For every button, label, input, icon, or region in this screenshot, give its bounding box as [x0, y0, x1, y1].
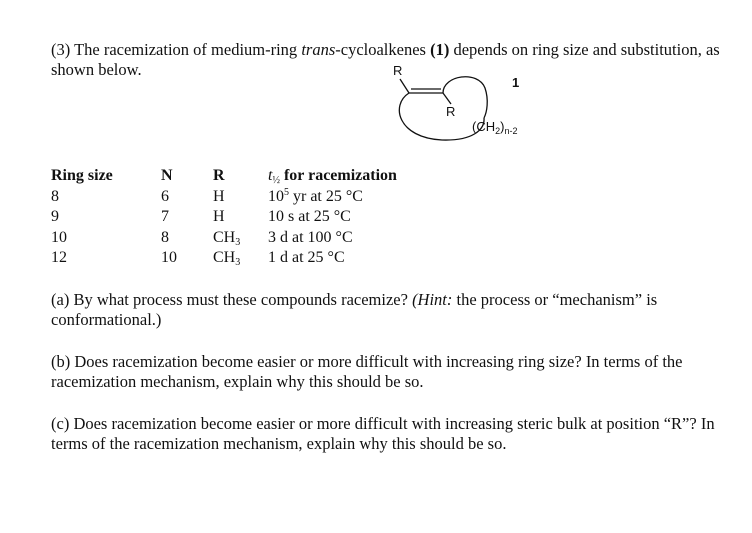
- structure-r-top: R: [393, 63, 403, 78]
- cell-n: 8: [161, 228, 169, 246]
- bond-r-top: [400, 79, 409, 93]
- cell-n: 7: [161, 208, 169, 225]
- cell-ring-size: 8: [51, 187, 59, 205]
- ch2-label: (CH2)n-2: [472, 119, 518, 136]
- column-half-life: [268, 166, 397, 269]
- cell-ring-size: 10: [51, 228, 67, 246]
- intro-mid: -cycloalkenes: [335, 40, 431, 59]
- intro-prefix: (3) The racemization of medium-ring: [51, 40, 302, 59]
- column-ring-size: [51, 166, 113, 269]
- cell-r: $CH_3$: [213, 249, 241, 268]
- structure-r-bottom: R: [446, 104, 456, 119]
- intro-trans: trans: [301, 40, 336, 59]
- cell-half-life: 10 s at 25 °C: [268, 208, 351, 225]
- header-r: R: [213, 167, 225, 184]
- compound-label: 1: [512, 75, 520, 90]
- header-n: N: [161, 167, 173, 184]
- cell-half-life: 3 d at 100 °C: [268, 228, 353, 246]
- cell-half-life: 1 d at 25 °C: [268, 249, 345, 266]
- header-ring-size: Ring size: [51, 167, 113, 184]
- intro-compound-ref: (1): [430, 40, 450, 59]
- cell-n: 10: [161, 249, 177, 266]
- cell-r: H: [213, 187, 225, 205]
- bond-r-bottom: [443, 93, 451, 104]
- cell-ring-size: 12: [51, 249, 67, 266]
- cell-n: 6: [161, 187, 169, 205]
- question-a: (a) By what process must these compounds racemize? (Hint: the process or “mechanism” is conformational.): [51, 290, 658, 329]
- header-half-life: $t_{\frac{1}{2}}$ for racemization: [268, 167, 397, 186]
- intro-suffix: depends on ring size and substitution, as shown below.: [51, 40, 720, 79]
- column-n: [161, 166, 177, 269]
- question-b: (b) Does racemization become easier or more difficult with increasing ring size? In terms of the racemization mechanism, explain why this should be so.: [51, 352, 683, 391]
- question-c: (c) Does racemization become easier or more difficult with increasing steric bulk at position “R”? In terms of the racemization mechanism, explain why this should be so.: [51, 414, 715, 453]
- cell-half-life: $10^5$ yr at 25 °C: [268, 186, 363, 205]
- cell-r: $CH_3$: [213, 228, 241, 248]
- trans-cycloalkene-structure: [380, 60, 550, 150]
- cell-ring-size: 9: [51, 208, 59, 225]
- cell-r: H: [213, 208, 225, 225]
- column-r: [213, 166, 240, 269]
